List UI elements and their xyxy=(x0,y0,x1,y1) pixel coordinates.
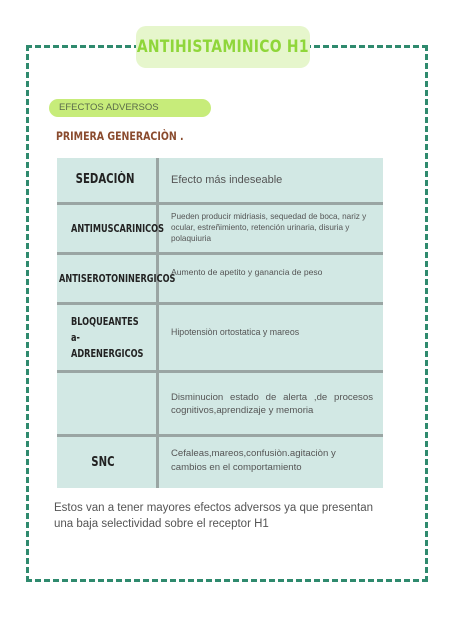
row-label-cell xyxy=(57,437,159,488)
row-description-cell xyxy=(171,437,373,488)
adverse-effects-table xyxy=(57,158,383,488)
row-label: ANTISEROTONINERGICOS xyxy=(59,272,176,285)
row-label-cell xyxy=(57,305,159,370)
page-title: ANTIHISTAMINICO H1 xyxy=(137,37,309,57)
closing-text: Estos van a tener mayores efectos adversos ya que presentan una baja selectividad sobre el receptor H1 xyxy=(54,502,373,530)
row-label-cell xyxy=(57,158,159,202)
row-description: Aumento de apetito y ganancia de peso xyxy=(171,267,323,277)
row-description: Cefaleas,mareos,confusiòn.agitaciòn y cambios en el comportamiento xyxy=(171,448,336,473)
row-description: Hipotensiòn ortostatica y mareos xyxy=(171,327,300,337)
row-label: SEDACIÒN xyxy=(75,172,135,187)
row-label-cell xyxy=(57,255,176,302)
row-description: Pueden producir midriasis, sequedad de boca, nariz y ocular, estreñimiento, retención urinaria, disuria y polaquiuria xyxy=(171,212,367,243)
table-row xyxy=(57,252,383,302)
table-row xyxy=(57,202,383,252)
row-description-cell xyxy=(171,205,373,252)
row-description-cell xyxy=(171,305,373,370)
row-label: BLOQUEANTES a- ADRENERGICOS xyxy=(71,315,144,360)
table-row xyxy=(57,370,383,434)
row-label-cell xyxy=(57,205,165,252)
row-description-cell xyxy=(171,158,373,202)
table-row xyxy=(57,158,383,202)
row-label-cell xyxy=(57,373,159,434)
row-description-cell xyxy=(171,373,373,434)
row-label: SNC xyxy=(91,454,115,470)
section-label: EFECTOS ADVERSOS xyxy=(49,99,211,117)
table-row xyxy=(57,302,383,370)
title-banner xyxy=(136,26,310,68)
row-description: Efecto más indeseable xyxy=(171,174,283,186)
row-label: ANTIMUSCARINICOS xyxy=(71,222,165,235)
row-description-cell xyxy=(171,255,373,302)
subheading: PRIMERA GENERACIÒN . xyxy=(56,129,184,143)
table-row xyxy=(57,434,383,488)
row-description: Disminucion estado de alerta ,de procesos cognitivos,aprendizaje y memoria xyxy=(171,392,373,416)
